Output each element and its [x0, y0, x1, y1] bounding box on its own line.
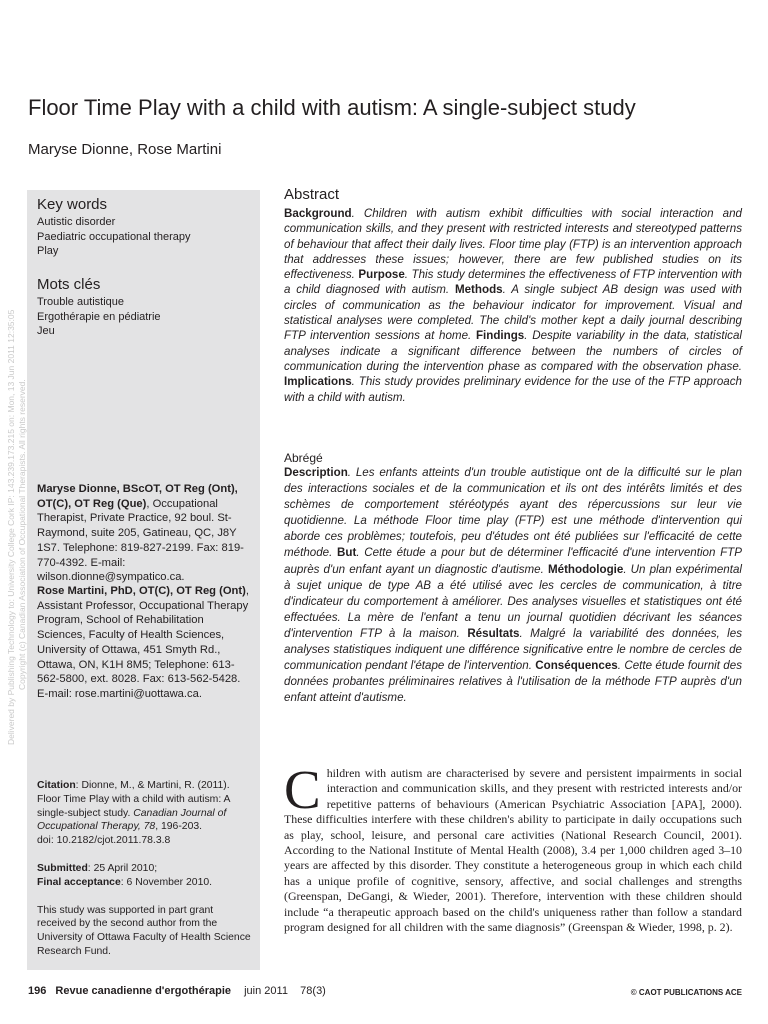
- citation-label: Citation: [37, 780, 76, 791]
- abstract-heading: Abstract: [284, 186, 340, 203]
- author2-name: Rose Martini, PhD, OT(C), OT Reg (Ont): [37, 585, 246, 597]
- doi: doi: 10.2182/cjot.2011.78.3.8: [37, 835, 171, 847]
- keyword-item: Play: [37, 245, 59, 257]
- page-footer: [28, 985, 326, 997]
- citation-journal: Canadian Journal of Occupational Therapy, 78: [37, 807, 227, 833]
- author2-details: , Assistant Professor, Occupational Therapy Program, School of Rehabilitation Sciences, Faculty of Health Sciences, University of Ottawa, 451 Smyth Rd., Ottawa, ON, K1H 8M5; Telephone: 613-562-5800, ext. 8028. Fax: 613-562-5428. E-mail: rose.martini@uottawa.ca.: [37, 585, 249, 700]
- introduction-paragraph: [284, 759, 742, 935]
- abrege-text: Description. Les enfants atteints d'un trouble autistique ont de la difficulté sur le plan des interactions sociales et de la communication et ils ont des intérêts limités et des schèmes de comportement stéréotypés ayant des répercussions sur leur vie quotidienne. La méthode Floor time play (FTP) est une méthode d'intervention qui aborde ces problèmes; toutefois, peu d'études ont été publiées sur l'efficacité de cette méthode. But. Cette étude a pour but de déterminer l'efficacité d'une intervention FTP auprès d'un enfant ayant un diagnostic d'autisme. Méthodologie. Un plan expérimental à sujet unique de type AB a été utilisé avec les cercles de communication, à titre d'indicateur du comportement à améliorer. Des analyses visuelles et statistiques ont été effectuées. La mère de l'enfant a tenu un journal quotidien décrivant les séances d'intervention FTP à la maison. Résultats. Malgré la variabilité des données, les analyses statistiques indiquent une différence significative entre le nombre de cercles de communication pendant l'étape de l'intervention. Conséquences. Cette étude fournit des données probantes préliminaires relatives à l'utilisation de la méthode FTP auprès d'un enfant atteint d'autisme.: [284, 466, 742, 705]
- keywords-list: [37, 215, 190, 259]
- drop-cap: C: [284, 759, 321, 820]
- article-title: Floor Time Play with a child with autism: A single-subject study: [28, 95, 636, 120]
- funding-note: This study was supported in part grant received by the second author from the University of Ottawa Faculty of Health Science Research Fund.: [37, 904, 251, 957]
- watermark-line-2: Copyright (c) Canadian Association of Occupational Therapists. All rights reserved.: [17, 379, 27, 690]
- citation: Citation: Dionne, M., & Martini, R. (2011). Floor Time Play with a child with autism: A single-subject study. Canadian Journal of Occupational Therapy, 78, 196-203. doi: 10.2182/cjot.2011.78.3.8: [37, 780, 230, 847]
- journal-name: Revue canadienne d'ergothérapie: [55, 985, 232, 997]
- citation-block: [37, 779, 253, 973]
- mots-cles-list: [37, 295, 161, 339]
- introduction-text: hildren with autism are characterised by severe and persistent impairments in social interaction and communication skills, and they present with restricted interests and/or repetitive patterns of behaviours (American Psychiatric Association [APA], 2000). These difficulties interfere with these children's ability to participate in daily occupations such as play, school, leisure, and personal care activities (National Research Council, 2001). According to the National Institute of Mental Health (2008), 3.4 per 1,000 children aged 3–10 years are affected by this disorder. They constitute a heterogeneous group in which each child has a unique profile of cognitive, sensory, affective, and social challenges and strengths (Greenspan, DeGangi, & Wieder, 2001). Therefore, intervention with these children should include “a therapeutic approach based on the child's uniqueness rather than follow a standard program designed for all children with the same diagnosis” (Greenspan & Wieder, 1998, p. 2).: [284, 766, 742, 935]
- issue-info: juin 2011 78(3): [244, 985, 326, 997]
- author1-affiliation: [37, 482, 253, 585]
- mot-cle-item: Ergothérapie en pédiatrie: [37, 310, 161, 323]
- author1-name: Maryse Dionne, BScOT, OT Reg (Ont), OT(C), OT Reg (Que): [37, 483, 238, 510]
- keyword-item: Autistic disorder: [37, 216, 116, 228]
- author1-details: , Occupational Therapist, Private Practice, 92 boul. St-Raymond, suite 205, Gatineau, QC, J8Y 1S7. Telephone: 819-827-2199. Fax: 819-770-4392. E-mail: wilson.dionne@sympatico.ca.: [37, 497, 244, 584]
- submission-dates: Submitted: 25 April 2010; Final acceptance: 6 November 2010.: [37, 862, 213, 888]
- copyright-notice: © CAOT PUBLICATIONS ACE: [630, 988, 742, 997]
- mot-cle-item: Jeu: [37, 325, 55, 337]
- keywords-heading: Key words: [37, 196, 108, 213]
- watermark-line-1: Delivered by Publishing Technology to: University College Cork IP: 143.239.173.215 on: Mon, 13 Jun 2011 12:35:05: [6, 309, 16, 745]
- keyword-item: Paediatric occupational therapy: [37, 230, 191, 243]
- mots-cles-heading: Mots clés: [37, 276, 101, 293]
- mot-cle-item: Trouble autistique: [37, 296, 125, 308]
- author2-affiliation: [37, 584, 253, 702]
- page-number: 196: [28, 985, 47, 997]
- abrege-heading: Abrégé: [284, 451, 323, 465]
- article-authors: Maryse Dionne, Rose Martini: [28, 141, 222, 158]
- abstract-text: Background. Children with autism exhibit difficulties with social interaction and communication skills, and they present with restricted interests and stereotyped patterns of behaviour that affect their daily lives. Floor time play (FTP) is an intervention approach that addresses these issues; however, there are few published studies on its effectiveness. Purpose. This study determines the effectiveness of FTP intervention with a child diagnosed with autism. Methods. A single subject AB design was used with circles of communication as the behaviour indicator for improvement. Visual and statistical analyses were completed. The child's mother kept a daily journal describing FTP intervention sessions at home. Findings. Despite variability in the data, statistical analyses indicate a significant difference between the numbers of circles of communication during the intervention phase as compared with the observation phase. Implications. This study provides preliminary evidence for the use of the FTP approach with a child with autism.: [284, 207, 743, 404]
